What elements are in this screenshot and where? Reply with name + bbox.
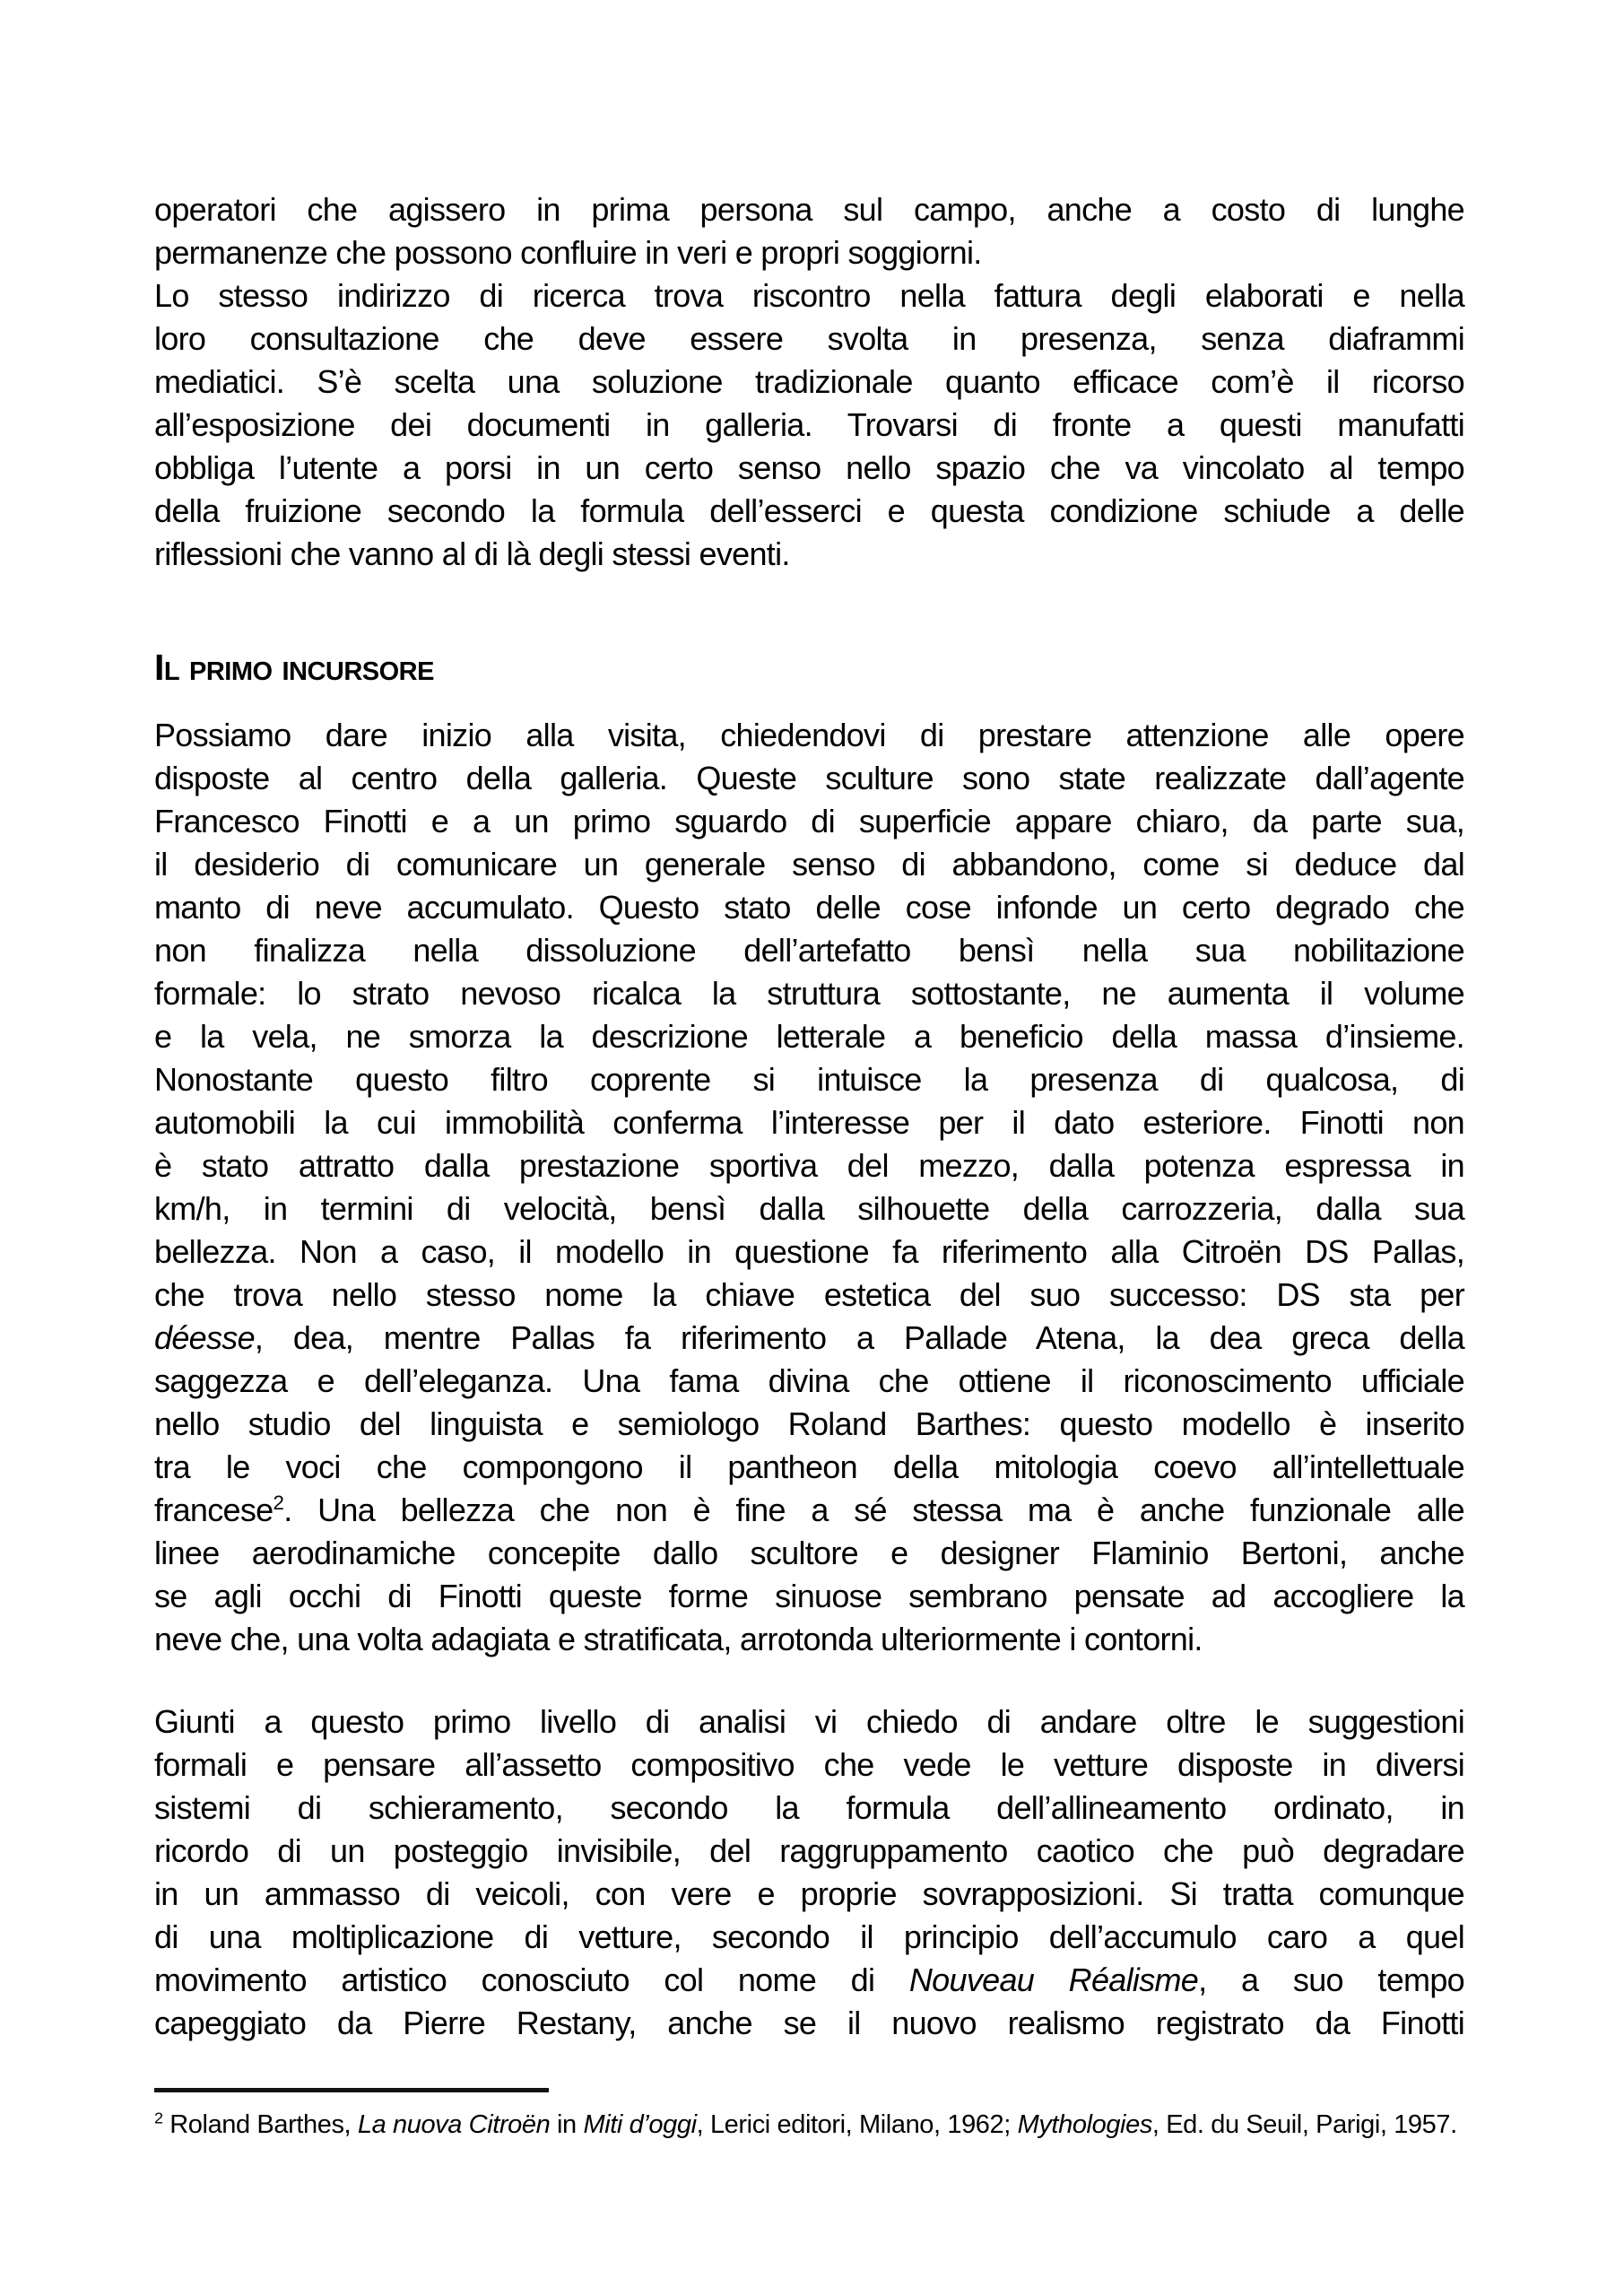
- text-line: [154, 1575, 1464, 1618]
- text-segment: , Lerici editori, Milano, 1962;: [696, 2110, 1018, 2139]
- text-line: [154, 188, 1464, 231]
- text-segment: di una moltiplicazione di vetture, secondo il principio dell’accumulo caro a quel: [154, 1918, 1464, 1955]
- text-segment: capeggiato da Pierre Restany, anche se il nuovo realismo registrato da Finotti: [154, 2005, 1464, 2041]
- text-segment: Giunti a questo primo livello di analisi vi chiedo di andare oltre le suggestioni: [154, 1703, 1464, 1740]
- text-segment: Lo stesso indirizzo di ricerca trova riscontro nella fattura degli elaborati e nella: [154, 277, 1464, 314]
- text-segment: neve che, una volta adagiata e stratificata, arrotonda ulteriormente i contorni.: [154, 1621, 1203, 1657]
- text-segment: Mythologies: [1017, 2110, 1152, 2139]
- text-segment: , a suo tempo: [1198, 1961, 1464, 1998]
- text-line: [154, 929, 1464, 972]
- text-segment: e la vela, ne smorza la descrizione letterale a beneficio della massa d’insieme.: [154, 1018, 1464, 1055]
- text-segment: permanenze che possono confluire in veri e propri soggiorni.: [154, 234, 982, 271]
- intro-paragraph-2: [154, 274, 1464, 576]
- text-line: [154, 533, 1464, 576]
- text-segment: Possiamo dare inizio alla visita, chiedendovi di prestare attenzione alle opere: [154, 717, 1464, 753]
- text-line: [154, 1532, 1464, 1575]
- text-segment: disposte al centro della galleria. Queste sculture sono state realizzate dall’agente: [154, 760, 1464, 796]
- section-paragraph-2: [154, 1700, 1464, 2045]
- text-segment: se agli occhi di Finotti queste forme sinuose sembrano pensate ad accogliere la: [154, 1578, 1464, 1614]
- text-segment: della fruizione secondo la formula dell’esserci e questa condizione schiude a delle: [154, 492, 1464, 529]
- text-line: [154, 800, 1464, 843]
- text-segment: . Una bellezza che non è fine a sé stessa ma è anche funzionale alle: [283, 1492, 1464, 1528]
- text-segment: in: [550, 2110, 584, 2139]
- text-line: [154, 1916, 1464, 1959]
- text-segment: automobili la cui immobilità conferma l’interesse per il dato esteriore. Finotti non: [154, 1104, 1464, 1141]
- text-line: [154, 1830, 1464, 1873]
- text-line: [154, 361, 1464, 404]
- text-segment: formali e pensare all’assetto compositivo che vede le vetture disposte in diversi: [154, 1746, 1464, 1783]
- text-segment: formale: lo strato nevoso ricalca la struttura sottostante, ne aumenta il volume: [154, 975, 1464, 1012]
- text-segment: che trova nello stesso nome la chiave estetica del suo successo: DS sta per: [154, 1276, 1464, 1313]
- text-segment: km/h, in termini di velocità, bensì dalla silhouette della carrozzeria, dalla sua: [154, 1190, 1464, 1227]
- text-line: [154, 2107, 1464, 2143]
- text-segment: il desiderio di comunicare un generale senso di abbandono, come si deduce dal: [154, 846, 1464, 883]
- text-line: [154, 1101, 1464, 1144]
- text-segment: Nouveau Réalisme: [908, 1961, 1199, 1998]
- text-line: [154, 1144, 1464, 1187]
- text-segment: francese: [154, 1492, 274, 1528]
- text-segment: linee aerodinamiche concepite dallo scultore e designer Flaminio Bertoni, anche: [154, 1535, 1464, 1571]
- text-line: [154, 1015, 1464, 1058]
- intro-paragraph-1: [154, 188, 1464, 274]
- text-line: [154, 972, 1464, 1015]
- section-heading: Il primo incursore: [154, 647, 434, 688]
- text-segment: Nonostante questo filtro coprente si intuisce la presenza di qualcosa, di: [154, 1061, 1464, 1098]
- text-line: [154, 843, 1464, 886]
- text-line: [154, 1446, 1464, 1489]
- text-line: [154, 1700, 1464, 1744]
- text-line: [154, 1787, 1464, 1830]
- text-segment: Miti d’oggi: [583, 2110, 697, 2139]
- footnote-reference: 2: [273, 1492, 284, 1514]
- text-segment: obbliga l’utente a porsi in un certo senso nello spazio che va vincolato al tempo: [154, 449, 1464, 486]
- text-line: [154, 490, 1464, 533]
- text-line: [154, 757, 1464, 800]
- text-segment: sistemi di schieramento, secondo la formula dell’allineamento ordinato, in: [154, 1789, 1464, 1826]
- text-segment: è stato attratto dalla prestazione sportiva del mezzo, dalla potenza espressa in: [154, 1147, 1464, 1184]
- text-line: [154, 2002, 1464, 2045]
- text-line: [154, 1360, 1464, 1403]
- text-segment: nello studio del linguista e semiologo Roland Barthes: questo modello è inserito: [154, 1405, 1464, 1442]
- text-segment: manto di neve accumulato. Questo stato delle cose infonde un certo degrado che: [154, 889, 1464, 926]
- text-line: [154, 886, 1464, 929]
- text-segment: déesse: [154, 1319, 255, 1356]
- text-segment: loro consultazione che deve essere svolta in presenza, senza diaframmi: [154, 320, 1464, 357]
- text-line: [154, 1744, 1464, 1787]
- text-line: [154, 1058, 1464, 1101]
- text-line: [154, 714, 1464, 757]
- footnote: [154, 2107, 1464, 2143]
- text-line: [154, 317, 1464, 361]
- text-segment: Francesco Finotti e a un primo sguardo di superficie appare chiaro, da parte sua,: [154, 803, 1464, 839]
- text-segment: riflessioni che vanno al di là degli stessi eventi.: [154, 535, 790, 572]
- text-line: [154, 404, 1464, 447]
- text-line: [154, 1317, 1464, 1360]
- text-line: [154, 1231, 1464, 1274]
- text-segment: operatori che agissero in prima persona sul campo, anche a costo di lunghe: [154, 191, 1464, 228]
- text-segment: tra le voci che compongono il pantheon della mitologia coevo all’intellettuale: [154, 1448, 1464, 1485]
- text-segment: movimento artistico conosciuto col nome di: [154, 1961, 909, 1998]
- text-segment: all’esposizione dei documenti in galleria. Trovarsi di fronte a questi manufatti: [154, 406, 1464, 443]
- text-segment: , dea, mentre Pallas fa riferimento a Pallade Atena, la dea greca della: [254, 1319, 1464, 1356]
- text-line: [154, 1489, 1464, 1532]
- text-line: [154, 1403, 1464, 1446]
- text-line: [154, 1274, 1464, 1317]
- text-line: [154, 1959, 1464, 2002]
- text-segment: mediatici. S’è scelta una soluzione tradizionale quanto efficace com’è il ricorso: [154, 363, 1464, 400]
- text-line: [154, 1873, 1464, 1916]
- text-line: [154, 1187, 1464, 1231]
- section-paragraph-1: [154, 714, 1464, 1661]
- footnote-separator-rule: [154, 2088, 549, 2092]
- text-segment: La nuova Citroën: [357, 2110, 551, 2139]
- text-segment: bellezza. Non a caso, il modello in questione fa riferimento alla Citroën DS Pallas,: [154, 1233, 1464, 1270]
- footnote-reference: 2: [154, 2109, 163, 2127]
- text-segment: saggezza e dell’eleganza. Una fama divina che ottiene il riconoscimento ufficiale: [154, 1362, 1464, 1399]
- text-line: [154, 1618, 1464, 1661]
- text-segment: , Ed. du Seuil, Parigi, 1957.: [1151, 2110, 1457, 2139]
- text-line: [154, 274, 1464, 317]
- document-body: [154, 188, 1464, 2143]
- text-segment: ricordo di un posteggio invisibile, del raggruppamento caotico che può degradare: [154, 1832, 1464, 1869]
- text-segment: Roland Barthes,: [162, 2110, 358, 2139]
- text-line: [154, 447, 1464, 490]
- text-segment: non finalizza nella dissoluzione dell’artefatto bensì nella sua nobilitazione: [154, 932, 1464, 969]
- text-line: [154, 231, 1464, 274]
- text-segment: in un ammasso di veicoli, con vere e proprie sovrapposizioni. Si tratta comunque: [154, 1875, 1464, 1912]
